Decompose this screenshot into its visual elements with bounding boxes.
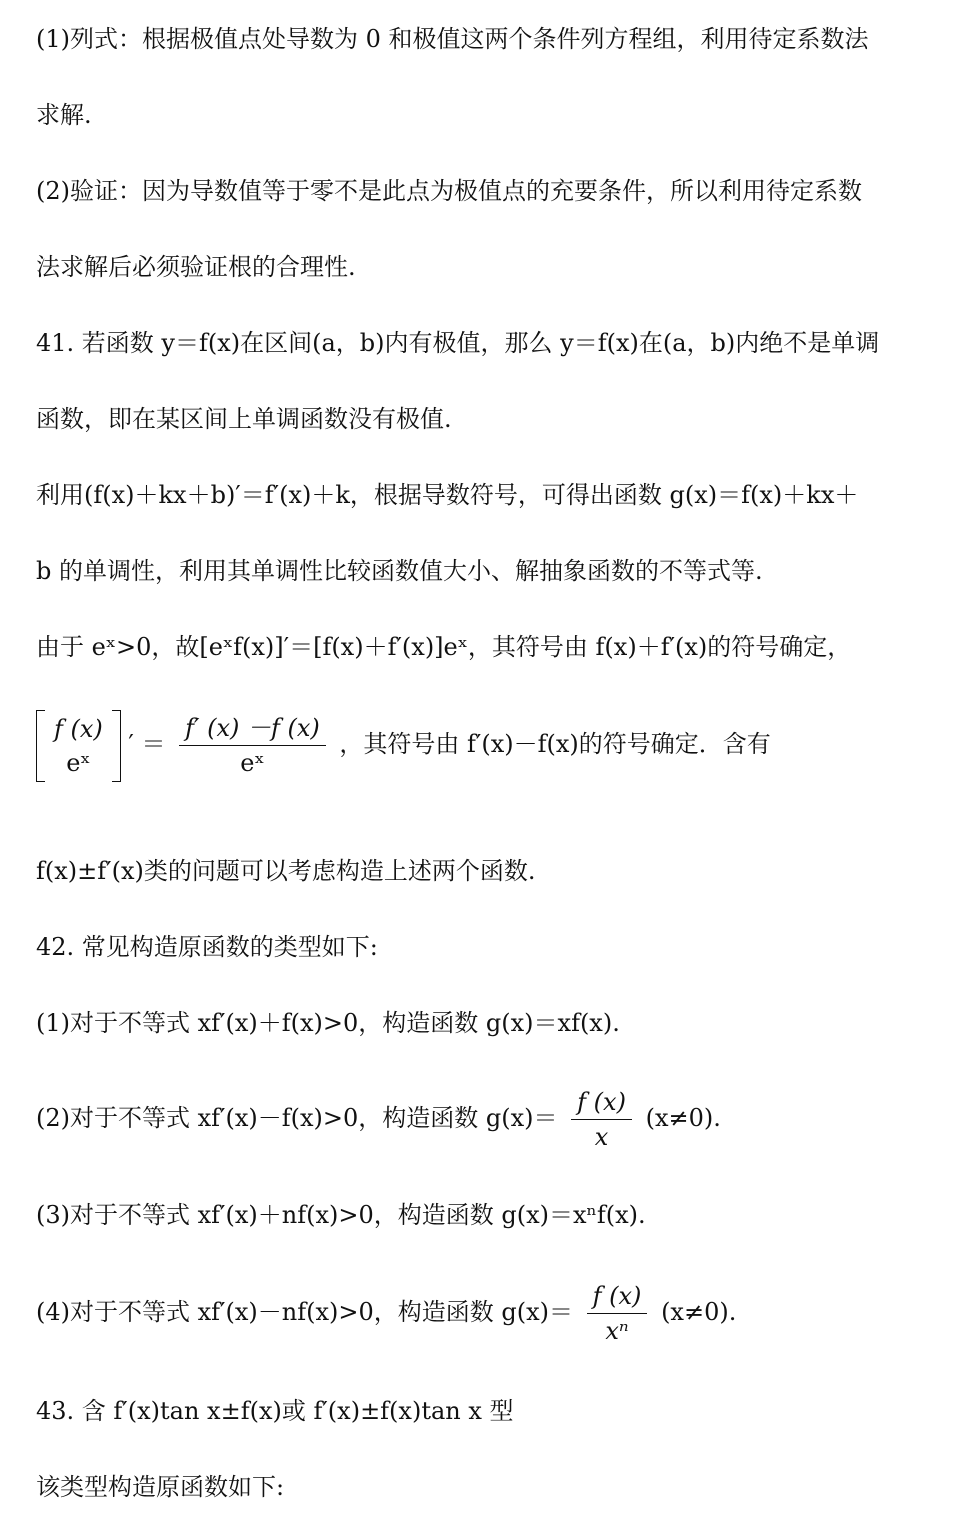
bracket-top: f (x) (54, 714, 103, 743)
text-run: (x≠0). (661, 1298, 737, 1326)
text-line: 函数，即在某区间上单调函数没有极值. (36, 405, 452, 433)
text-run: (4)对于不等式 xf′(x)－nf(x)>0，构造函数 g(x)＝ (36, 1298, 573, 1326)
text-line: 42. 常见构造原函数的类型如下: (36, 933, 378, 961)
fraction-denominator: x (594, 1123, 609, 1151)
text-line: 该类型构造原函数如下: (36, 1473, 285, 1501)
fraction-denominator: xⁿ (605, 1317, 629, 1345)
fraction-numerator: f (x) (577, 1088, 626, 1116)
text-line: f(x)±f′(x)类的问题可以考虑构造上述两个函数. (36, 857, 536, 885)
formula-line (36, 1274, 736, 1350)
bracket-expression (36, 710, 121, 782)
fraction-denominator: eˣ (240, 749, 265, 777)
fraction (179, 711, 326, 780)
text-run: (x≠0). (645, 1104, 721, 1132)
text-line: 43. 含 f′(x)tan x±f(x)或 f′(x)±f(x)tan x 型 (36, 1397, 514, 1425)
text-line: (1)对于不等式 xf′(x)＋f(x)>0，构造函数 g(x)＝xf(x). (36, 1009, 620, 1037)
text-line: 求解. (36, 101, 92, 129)
fraction-numerator: f (x) (592, 1282, 642, 1310)
prime-equals: ′ ＝ (128, 730, 166, 758)
text-line: 由于 eˣ>0，故[eˣf(x)]′＝[f(x)＋f′(x)]eˣ，其符号由 f(x)＋f′(x)的符号确定， (36, 633, 852, 661)
fraction-numerator: f′ (x) －f (x) (185, 714, 320, 742)
bracket-bottom: eˣ (66, 748, 91, 777)
text-line: 41. 若函数 y＝f(x)在区间(a，b)内有极值，那么 y＝f(x)在(a，b)内绝不是单调 (36, 329, 880, 357)
text-line: (1)列式：根据极值点处导数为 0 和极值这两个条件列方程组，利用待定系数法 (36, 25, 869, 53)
text-line: b 的单调性，利用其单调性比较函数值大小、解抽象函数的不等式等. (36, 557, 763, 585)
text-line: 利用(f(x)＋kx＋b)′＝f′(x)＋k，根据导数符号，可得出函数 g(x)＝f(x)＋kx＋ (36, 481, 859, 509)
text-line: (2)验证：因为导数值等于零不是此点为极值点的充要条件，所以利用待定系数 (36, 177, 862, 205)
formula-line (36, 704, 771, 784)
fraction (571, 1085, 632, 1154)
text-line: 法求解后必须验证根的合理性. (36, 253, 356, 281)
formula-line (36, 1080, 721, 1156)
fraction (587, 1279, 648, 1348)
text-run: (2)对于不等式 xf′(x)－f(x)>0，构造函数 g(x)＝ (36, 1104, 558, 1132)
text-line: (3)对于不等式 xf′(x)＋nf(x)>0，构造函数 g(x)＝xⁿf(x). (36, 1201, 646, 1229)
text-run: ，其符号由 f′(x)－f(x)的符号确定．含有 (339, 730, 771, 758)
